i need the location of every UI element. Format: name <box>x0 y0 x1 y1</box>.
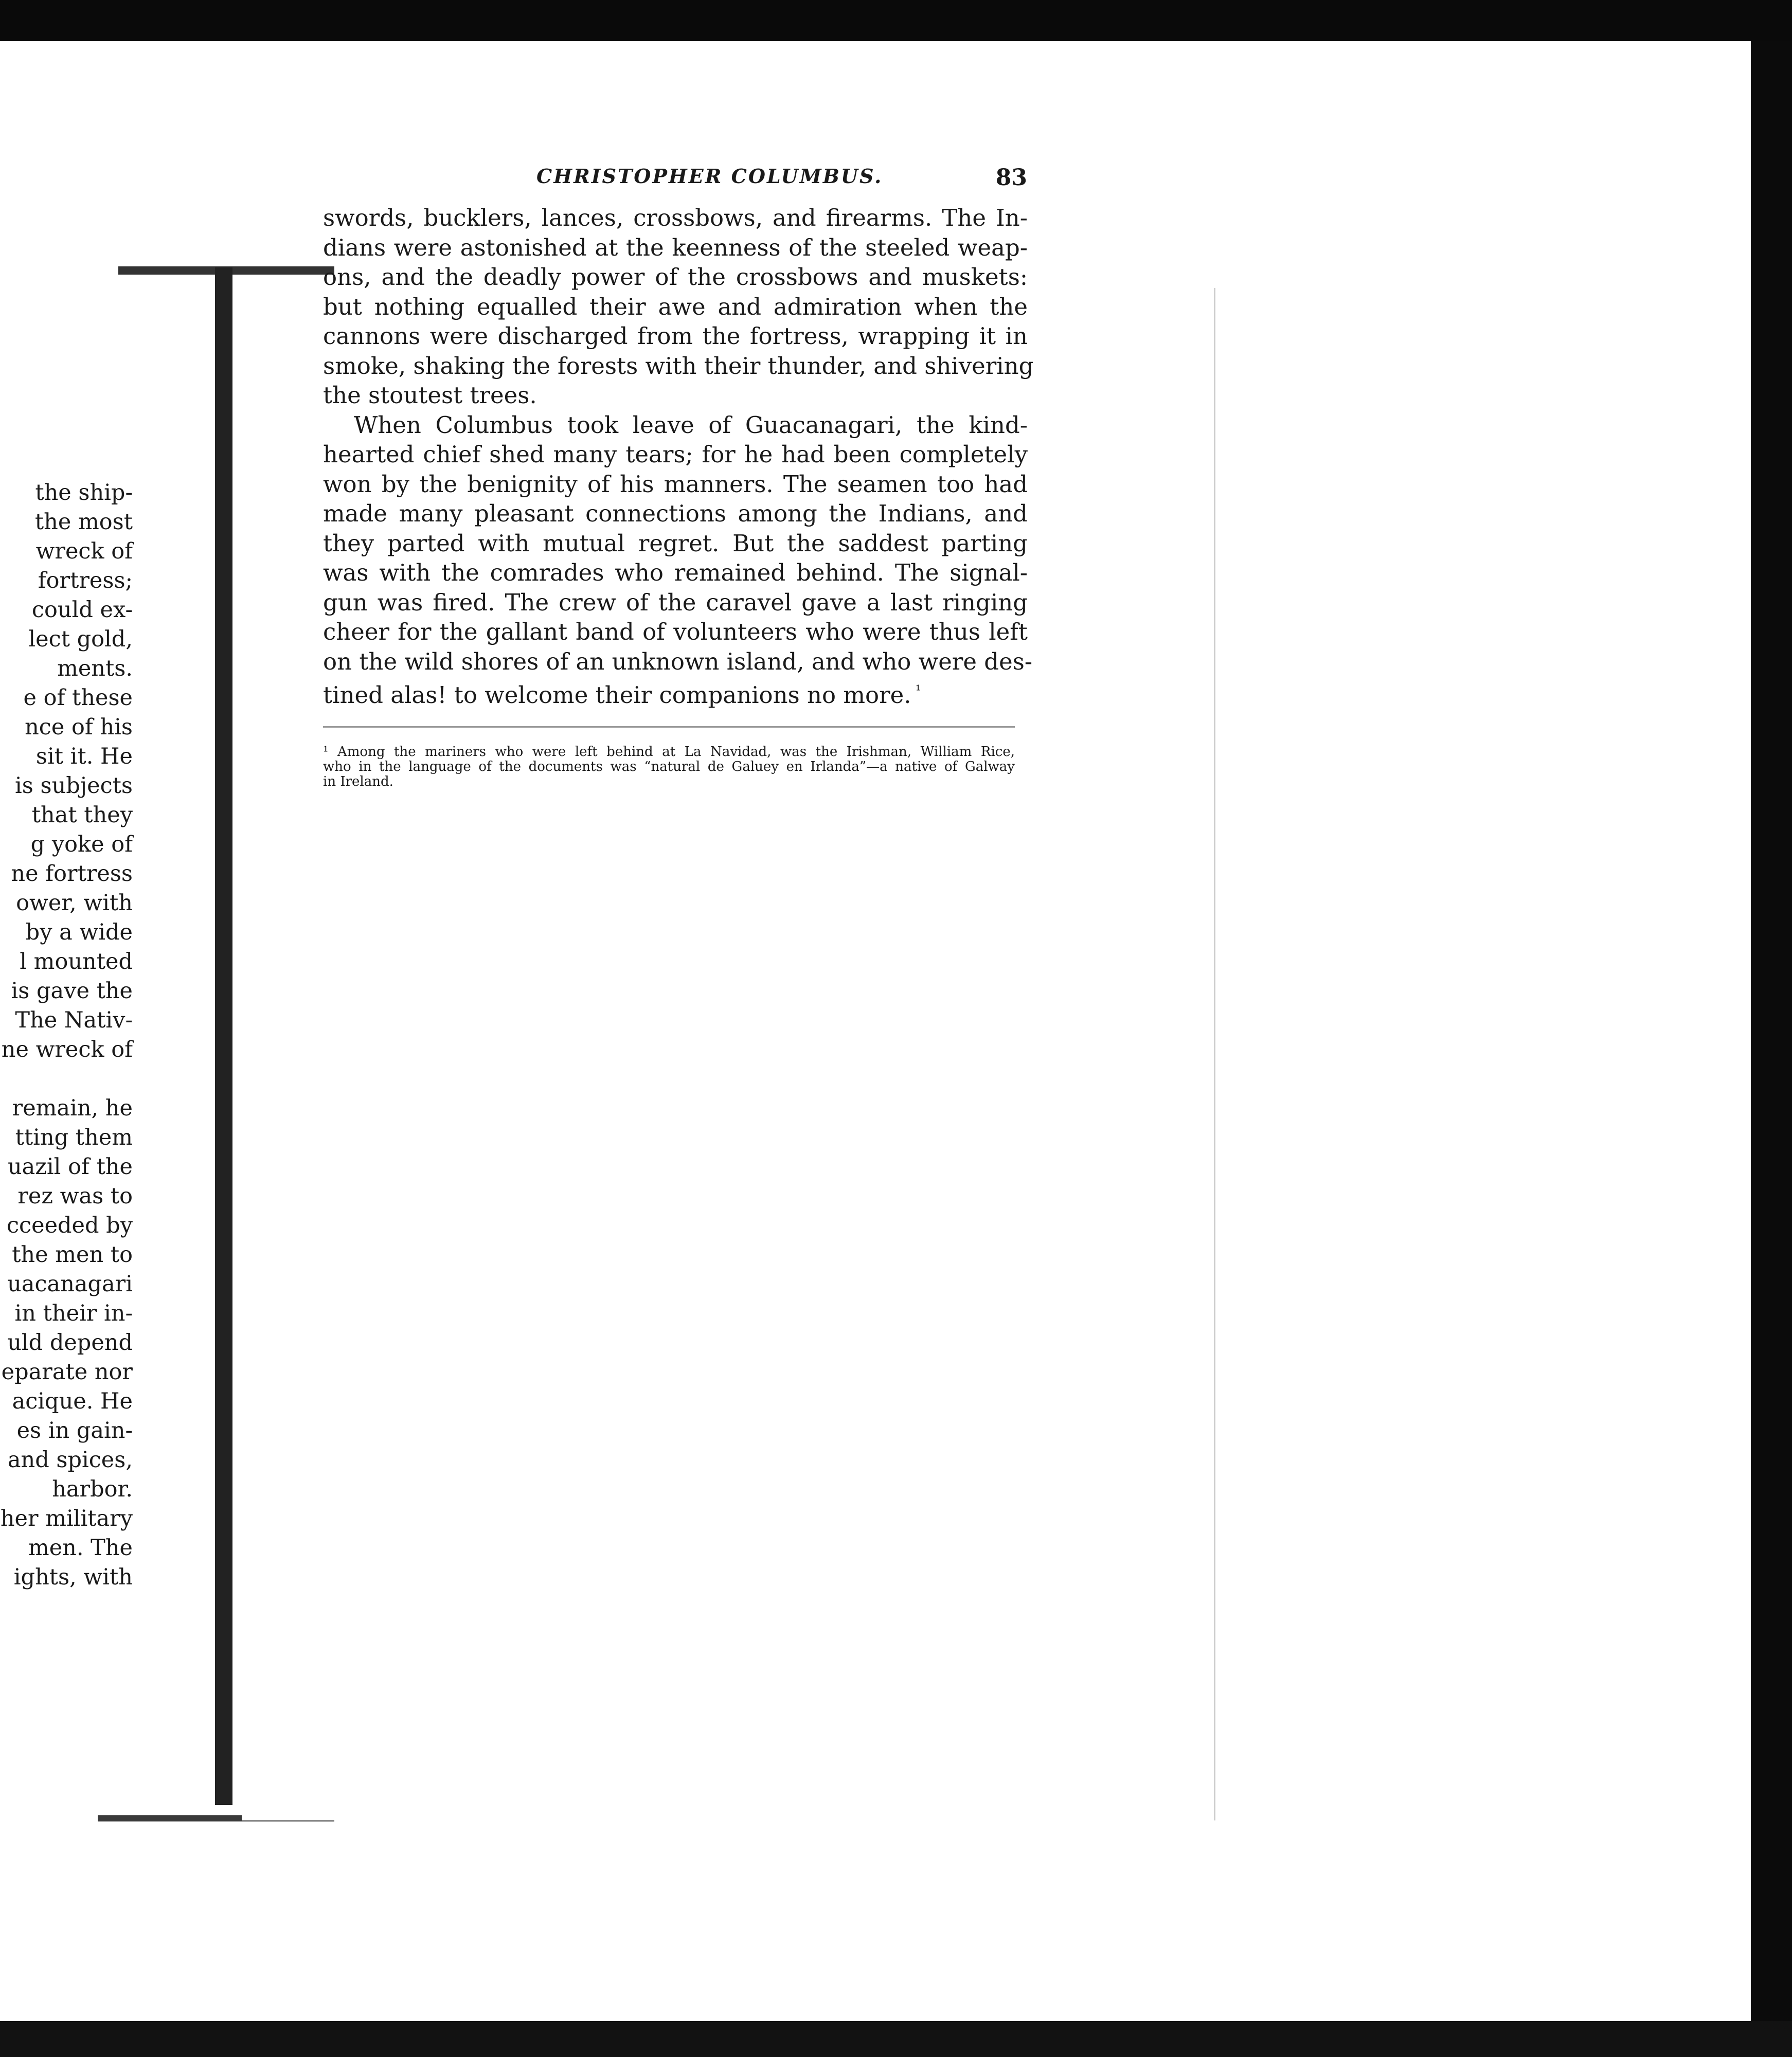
left-page-line: ments. <box>57 656 133 681</box>
page-number: 83 <box>995 165 1027 191</box>
left-page-line: that they <box>31 802 133 828</box>
body-line: made many pleasant connections among the Indians, and <box>323 500 1028 527</box>
left-page-line: cceeded by <box>6 1213 133 1238</box>
body-line: the stoutest trees. <box>323 382 537 409</box>
footnote-line: in Ireland. <box>323 774 393 789</box>
body-line: won by the benignity of his manners. The seamen too had <box>323 470 1028 498</box>
body-line: swords, bucklers, lances, crossbows, and firearms. The In- <box>323 204 1028 231</box>
left-page-line: ne wreck of <box>1 1037 133 1062</box>
body-line: hearted chief shed many tears; for he had been completely <box>323 441 1028 468</box>
body-line: cheer for the gallant band of volunteers who were thus left <box>323 618 1028 645</box>
footnote-marker: ¹ <box>911 683 921 698</box>
footnote-line: ¹ Among the mariners who were left behind at La Navidad, was the Irishman, William Rice, <box>323 744 1015 760</box>
left-page-line: is gave the <box>11 978 133 1004</box>
left-page-line: lect gold, <box>28 626 133 652</box>
left-page-line: The Nativ- <box>15 1007 133 1033</box>
left-page-line: acique. He <box>12 1388 133 1414</box>
left-page-line: ights, with <box>13 1564 133 1590</box>
footnote-rule <box>323 726 1015 728</box>
footnote-line: who in the language of the documents was “natural de Galuey en Irlanda”—a native of Galway <box>323 759 1015 774</box>
scan-border-bottom <box>0 2021 1792 2057</box>
scan-border-right <box>1751 41 1792 2057</box>
left-page-line: e of these <box>23 685 133 711</box>
body-text <box>323 203 1034 710</box>
body-line: dians were astonished at the keenness of the steeled weap- <box>323 233 1028 261</box>
body-line: smoke, shaking the forests with their thunder, and shivering <box>323 352 1034 380</box>
left-page-line: uld depend <box>7 1330 133 1356</box>
left-page-line: uacanagari <box>7 1271 133 1297</box>
body-line: was with the comrades who remained behind. The signal- <box>323 559 1028 586</box>
left-page-line: uazil of the <box>7 1154 133 1180</box>
left-page-line: nce of his <box>25 714 133 740</box>
left-page-line: wreck of <box>35 538 133 564</box>
left-page-line: ne fortress <box>11 861 133 887</box>
body-line-text: tined alas! to welcome their companions no more. <box>323 681 911 709</box>
left-page-line: eparate nor <box>1 1359 133 1385</box>
body-line: cannons were discharged from the fortress, wrapping it in <box>323 322 1028 350</box>
body-line: on the wild shores of an unknown island, and who were des- <box>323 647 1033 675</box>
left-page-line: remain, he <box>12 1095 133 1121</box>
left-page-line: harbor. <box>52 1476 133 1502</box>
body-line <box>323 676 1028 710</box>
body-line: but nothing equalled their awe and admiration when the <box>323 293 1028 320</box>
left-page-line: in their in- <box>14 1301 133 1326</box>
body-line: When Columbus took leave of Guacanagari, the kind- <box>354 411 1028 439</box>
left-page-line: sit it. He <box>35 744 133 769</box>
left-page-line: the ship- <box>35 480 133 506</box>
book-binding <box>215 267 232 1805</box>
left-page-line: rez was to <box>17 1183 133 1209</box>
body-line: ons, and the deadly power of the crossbows and muskets: <box>323 263 1028 291</box>
scan-border-top <box>0 0 1792 41</box>
running-title: CHRISTOPHER COLUMBUS. <box>536 165 883 188</box>
left-page-line: could ex- <box>31 597 133 623</box>
left-page-line: and spices, <box>7 1447 133 1473</box>
left-page-fragment <box>0 478 139 1661</box>
left-page-line: g yoke of <box>30 832 133 857</box>
left-page-line: ower, with <box>16 890 133 916</box>
left-page-line: by a wide <box>25 919 133 945</box>
left-page-line: l mounted <box>20 949 133 975</box>
left-page-line: her military <box>0 1506 133 1531</box>
running-head <box>295 165 1027 195</box>
left-page-line: es in gain- <box>16 1418 133 1443</box>
left-page-line: fortress; <box>38 568 133 593</box>
left-page-line: men. The <box>28 1535 133 1561</box>
body-line: gun was fired. The crew of the caravel gave a last ringing <box>323 588 1028 616</box>
body-line: they parted with mutual regret. But the saddest parting <box>323 529 1028 557</box>
left-page-line: tting them <box>15 1125 133 1150</box>
footnote <box>323 745 1015 789</box>
left-page-line: the most <box>34 509 133 535</box>
left-page-line: is subjects <box>15 773 133 799</box>
left-page-line: the men to <box>12 1242 133 1268</box>
